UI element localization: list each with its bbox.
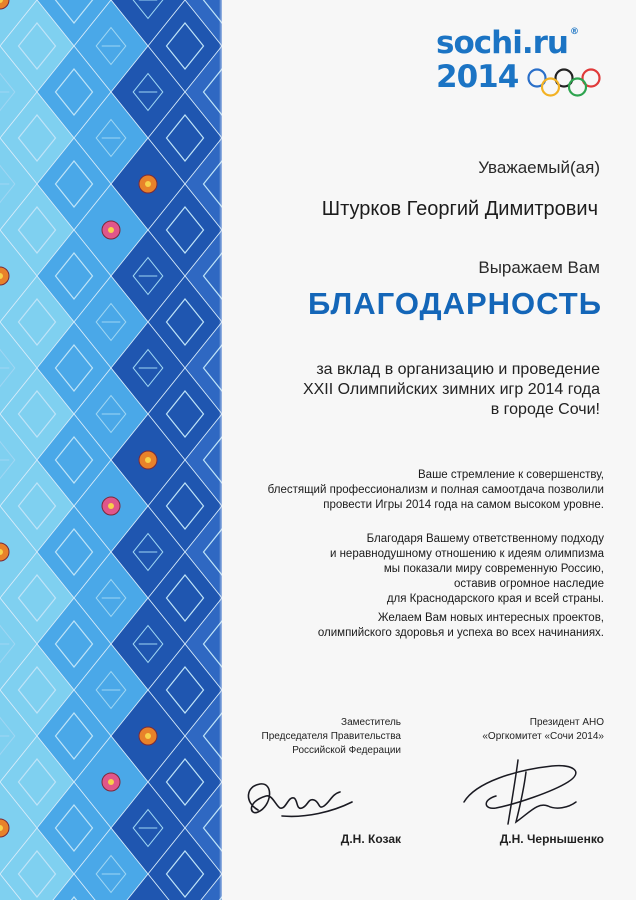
reason-line: в городе Сочи! [490, 401, 600, 418]
reason-line: за вклад в организацию и проведение [316, 361, 600, 378]
paragraph-line: мы показали миру современную Россию, [383, 563, 604, 575]
pattern-flower-centre [145, 457, 151, 463]
logo-text-2014: 2014 [436, 59, 519, 95]
title-line: Заместитель [341, 717, 401, 728]
pattern-flower-centre [145, 181, 151, 187]
title-line: Российской Федерации [292, 745, 401, 756]
signatory-name-left: Д.Н. Козак [340, 832, 401, 846]
olympic-rings-icon [526, 68, 602, 98]
paragraph-line: Ваше стремление к совершенству, [418, 469, 604, 481]
sochi-2014-logo [428, 25, 604, 100]
paragraph-line: для Краснодарского края и всей страны. [386, 593, 604, 605]
logo-text-sochi-ru: sochi.ru ® [436, 25, 579, 61]
paragraph-line: провести Игры 2014 года на самом высоком уровне. [323, 499, 604, 511]
pattern-flower-centre [145, 733, 151, 739]
signatory-title-left [262, 716, 401, 758]
paragraph-line: Благодаря Вашему ответственному подходу [366, 533, 604, 545]
recipient-name: Штурков Георгий Димитрович [321, 198, 598, 220]
paragraph-line: олимпийского здоровья и успеха во всех начинаниях. [317, 627, 604, 639]
sochi-patchwork-pattern [0, 0, 222, 900]
signatory-title-right [482, 716, 604, 744]
paragraph-line: Желаем Вам новых интересных проектов, [377, 612, 604, 624]
signature-left-icon [236, 772, 356, 834]
paragraph-legacy [330, 532, 604, 607]
paragraph-line: и неравнодушному отношению к идеям олимпизма [329, 548, 604, 560]
reason-line: XXII Олимпийских зимних игр 2014 года [302, 381, 600, 398]
title-line: «Оргкомитет «Сочи 2014» [482, 731, 604, 742]
pattern-flower-centre [108, 503, 114, 509]
title-line: Председателя Правительства [261, 731, 401, 742]
paragraph-wishes [318, 611, 604, 641]
gratitude-heading: БЛАГОДАРНОСТЬ [308, 286, 602, 321]
paragraph-excellence [268, 468, 604, 513]
pattern-flower-centre [108, 779, 114, 785]
signature-right-icon [456, 752, 596, 832]
pattern-flower-centre [108, 227, 114, 233]
express-line: Выражаем Вам [478, 258, 600, 277]
signatory-name-right: Д.Н. Чернышенко [499, 832, 604, 846]
title-line: Президент АНО [529, 717, 604, 728]
salutation: Уважаемый(ая) [478, 158, 600, 177]
paragraph-line: оставив огромное наследие [453, 578, 604, 590]
reason-block [303, 360, 600, 420]
paragraph-line: блестящий профессионализм и полная самоотдача позволили [267, 484, 604, 496]
